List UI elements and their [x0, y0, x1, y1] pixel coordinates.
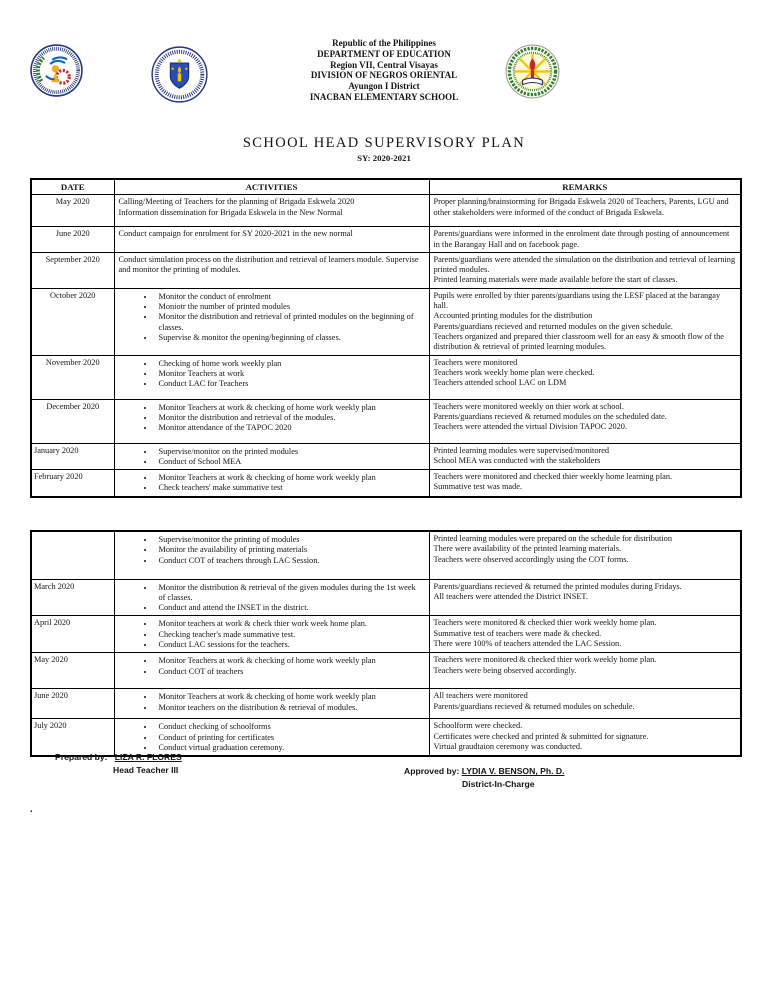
remarks-cell — [429, 616, 741, 653]
supervisory-plan-table-1 — [30, 178, 742, 498]
letterhead-line: DEPARTMENT OF EDUCATION — [317, 48, 451, 59]
letterhead-line: DIVISION OF NEGROS ORIENTAL — [310, 70, 458, 81]
activities-list — [119, 473, 425, 494]
activity-item: • Monitor Teachers at work & checking of home work weekly plan — [155, 692, 425, 702]
activity-item: • Monitor the conduct of enrolment — [155, 292, 425, 302]
plan-row — [31, 579, 741, 616]
date-cell: January 2020 — [31, 443, 114, 470]
letterhead-line: Region VII, Central Visayas — [330, 59, 438, 70]
plan-row — [31, 470, 741, 497]
date-cell: October 2020 — [31, 288, 114, 355]
remarks-cell — [429, 227, 741, 253]
date-cell: May 2020 — [31, 653, 114, 689]
activity-line: Calling/Meeting of Teachers for the planning of Brigada Eskwela 2020 — [118, 197, 355, 207]
prepared-by-label: Prepared by: — [55, 752, 108, 762]
activity-item: • Checking of home work weekly plan — [155, 359, 425, 369]
plan-row — [31, 616, 741, 653]
supervisory-plan-table-2 — [30, 530, 742, 757]
activity-item: • Monitor attendance of the TAPOC 2020 — [155, 423, 425, 433]
activities-cell — [114, 689, 429, 719]
remarks-cell — [429, 252, 741, 288]
remark-line: Virtual graudtaion ceremony was conducted. — [433, 741, 583, 751]
remarks-cell — [429, 719, 741, 756]
plan-row — [31, 288, 741, 355]
remark-line: Teachers were monitored — [433, 357, 518, 367]
activity-item: • Monitor the distribution and retrieval of the modules. — [155, 413, 425, 423]
activity-item: • Monitor Teachers at work — [155, 369, 425, 379]
plan-row — [31, 653, 741, 689]
plan-row — [31, 399, 741, 443]
remark-line: Teachers work weekly home plan were checked. — [433, 367, 595, 377]
date-cell: May 2020 — [31, 195, 114, 227]
remark-line: Parents/guardians recieved and returned modules on the given schedule. — [433, 321, 673, 331]
letterhead — [0, 38, 768, 103]
remark-line: Accounted printing modules for the distribution — [433, 311, 593, 321]
remark-line: Printed learning modules were supervised/monitored — [433, 445, 610, 455]
letterhead-line: Ayungon I District — [348, 81, 420, 92]
activities-cell — [114, 470, 429, 497]
activity-item: • Monitor the distribution and retrieval of printed modules on the beginning of classes. — [155, 312, 425, 333]
plan-row — [31, 195, 741, 227]
activities-cell — [114, 252, 429, 288]
document-title: SCHOOL HEAD SUPERVISORY PLAN — [242, 135, 526, 151]
remarks-cell — [429, 653, 741, 689]
date-cell: April 2020 — [31, 616, 114, 653]
remark-line: Teachers organized and prepared thier classroom well for an easy & smooth flow of the distribution & retrieval of printed learning modules. — [433, 331, 724, 352]
activities-list — [119, 692, 425, 713]
remarks-cell — [429, 531, 741, 579]
activity-item: • Supervise/monitor the printing of modules — [155, 535, 425, 545]
date-cell: September 2020 — [31, 252, 114, 288]
plan-row — [31, 531, 741, 579]
activities-cell — [114, 195, 429, 227]
activities-cell — [114, 355, 429, 399]
remark-line: Parents/guardians were informed in the enrolment date through posting of announcement in the Barangay Hall and on facebook page. — [433, 229, 730, 249]
plan-row — [31, 227, 741, 253]
remark-line: School MEA was conducted with the stakeholders — [433, 455, 601, 465]
letterhead-line: Republic of the Philippines — [332, 38, 436, 48]
activities-cell — [114, 443, 429, 470]
activities-cell — [114, 288, 429, 355]
activities-cell — [114, 579, 429, 616]
prepared-by-title: Head Teacher III — [113, 765, 179, 775]
activity-item: • Conduct checking of schoolforms — [155, 722, 425, 732]
activities-list — [119, 619, 425, 650]
activities-list — [119, 535, 425, 566]
remarks-cell — [429, 355, 741, 399]
remark-line: Certificates were checked and printed & submitted for signature. — [433, 731, 649, 741]
date-cell: June 2020 — [31, 227, 114, 253]
remark-line: Parents/guardians recieved & returned modules on the scheduled date. — [433, 411, 667, 421]
remark-line: All teachers were attended the District INSET. — [433, 591, 588, 601]
remarks-cell — [429, 689, 741, 719]
plan-row — [31, 355, 741, 399]
letterhead-line: INACBAN ELEMENTARY SCHOOL — [309, 91, 459, 102]
activity-item: • Supervise/monitor on the printed modules — [155, 447, 425, 457]
remark-line: Parents/guardians recieved & returned the printed modules during Fridays. — [433, 581, 682, 591]
activities-list — [119, 656, 425, 677]
prepared-by-name: LIZA R. FLORES — [114, 752, 182, 762]
remarks-column-header: REMARKS — [429, 179, 741, 195]
activity-item: • Moniotr the number of printed modules — [155, 302, 425, 312]
activity-line: Information dissemination for Brigada Eskwela in the New Normal — [118, 207, 343, 217]
remark-line: Teachers were attended the virtual Division TAPOC 2020. — [433, 422, 628, 432]
date-cell: July 2020 — [31, 719, 114, 756]
remark-line: All teachers were monitored — [433, 691, 528, 701]
remark-line: Pupils were enrolled by thier parents/guardians using the LESF placed at the barangay hall. — [433, 290, 721, 311]
activities-list — [119, 359, 425, 390]
approved-by-name: LYDIA V. BENSON, Ph. D. — [461, 766, 565, 776]
activity-item: • Check teachers' make summative test — [155, 483, 425, 493]
activities-cell — [114, 531, 429, 579]
prepared-by-block — [55, 752, 182, 762]
remark-line: Parents/guardians recieved & returned modules on schedule. — [433, 701, 635, 711]
date-cell: November 2020 — [31, 355, 114, 399]
date-cell: December 2020 — [31, 399, 114, 443]
remark-line: Summative test was made. — [433, 482, 522, 492]
date-cell: February 2020 — [31, 470, 114, 497]
remark-line: Summative test of teachers were made & checked. — [433, 628, 602, 638]
activity-item: • Monitor Teachers at work & checking of home work weekly plan — [155, 473, 425, 483]
activity-item: • Conduct COT of teachers — [155, 667, 425, 677]
remark-line: There were availability of the printed learning materials. — [433, 544, 622, 554]
remark-line: Proper planning/brainstorming for Brigada Eskwela 2020 of Teachers, Parents, LGU and other stakeholders were informed of the conduct of Brigada Eskwela. — [433, 197, 729, 217]
plan-row — [31, 689, 741, 719]
remark-line: Teachers were being observed accordingly. — [433, 665, 577, 675]
date-column-header: DATE — [31, 179, 114, 195]
date-cell — [31, 531, 114, 579]
activity-item: • Conduct LAC sessions for the teachers. — [155, 640, 425, 650]
remark-line: Teachers attended school LAC on LDM — [433, 378, 567, 388]
approved-by-label: Approved by: — [404, 766, 460, 776]
activities-cell — [114, 653, 429, 689]
activity-item: • Monitor teachers at work & check thier work week home plan. — [155, 619, 425, 629]
remarks-cell — [429, 443, 741, 470]
activities-cell — [114, 616, 429, 653]
activities-cell — [114, 227, 429, 253]
activities-list — [119, 722, 425, 753]
plan-row — [31, 719, 741, 756]
activity-item: • Conduct virtual graduation ceremony. — [155, 743, 425, 753]
activities-cell — [114, 399, 429, 443]
activities-list — [119, 447, 425, 468]
plan-row — [31, 443, 741, 470]
remark-line: Teachers were monitored and checked thier weekly home learning plan. — [433, 472, 673, 482]
activity-item: • Conduct COT of teachers through LAC Session. — [155, 556, 425, 566]
activity-item: • Supervise & monitor the opening/beginning of classes. — [155, 333, 425, 343]
remark-line: Teachers were monitored weekly on thier work at school. — [433, 401, 624, 411]
approved-by-block — [404, 766, 564, 776]
activity-line: Conduct campaign for enrolment for SY 2020-2021 in the new normal — [118, 229, 353, 239]
activity-item: • Conduct LAC for Teachers — [155, 379, 425, 389]
approved-by-title: District-In-Charge — [462, 779, 535, 789]
remark-line: There were 100% of teachers attended the LAC Session. — [433, 638, 622, 648]
remark-line: Parents/guardians were attended the simulation on the distribution and retrieval of learning printed modules. — [433, 254, 736, 275]
activities-list — [119, 292, 425, 343]
activity-item: • Monitor Teachers at work & checking of home work weekly plan — [155, 656, 425, 666]
remark-line: Teachers were monitored & checked thier work weekly home plan. — [433, 655, 657, 665]
table-header-row — [31, 179, 741, 195]
activities-list — [119, 583, 425, 614]
activity-item: • Conduct of printing for certificates — [155, 733, 425, 743]
remarks-cell — [429, 195, 741, 227]
remarks-cell — [429, 579, 741, 616]
remark-line: Teachers were observed accordingly using the COT forms. — [433, 554, 629, 564]
remark-line: Schoolform were checked. — [433, 721, 523, 731]
activity-item: • Monitor the distribution & retrieval of the given modules during the 1st week of classes. — [155, 583, 425, 604]
remarks-cell — [429, 399, 741, 443]
remark-line: Printed learning modules were prepared on the schedule for distribution — [433, 534, 672, 543]
plan-row — [31, 252, 741, 288]
activity-item: • Checking teacher's made summative test. — [155, 630, 425, 640]
remarks-cell — [429, 470, 741, 497]
activity-item: • Conduct of School MEA — [155, 457, 425, 467]
remark-line: Printed learning materials were made available before the start of classes. — [433, 275, 678, 285]
activities-column-header: ACTIVITIES — [114, 179, 429, 195]
school-year-subtitle: SY: 2020-2021 — [357, 153, 411, 163]
stray-page-mark: . — [30, 804, 33, 815]
activities-list — [119, 403, 425, 434]
activity-line: Conduct simulation process on the distribution and retrieval of learners module. Supervise and monitor the printing of modules. — [118, 254, 419, 275]
date-cell: March 2020 — [31, 579, 114, 616]
activity-item: • Conduct and attend the INSET in the district. — [155, 603, 425, 613]
activity-item: • Monitor Teachers at work & checking of home work weekly plan — [155, 403, 425, 413]
activity-item: • Monitor teachers on the distribution & retrieval of modules. — [155, 703, 425, 713]
activities-cell — [114, 719, 429, 756]
date-cell: June 2020 — [31, 689, 114, 719]
remarks-cell — [429, 288, 741, 355]
activity-item: • Monitor the availability of printing materials — [155, 545, 425, 555]
remark-line: Teachers were monitored & checked thier work weekly home plan. — [433, 618, 657, 628]
